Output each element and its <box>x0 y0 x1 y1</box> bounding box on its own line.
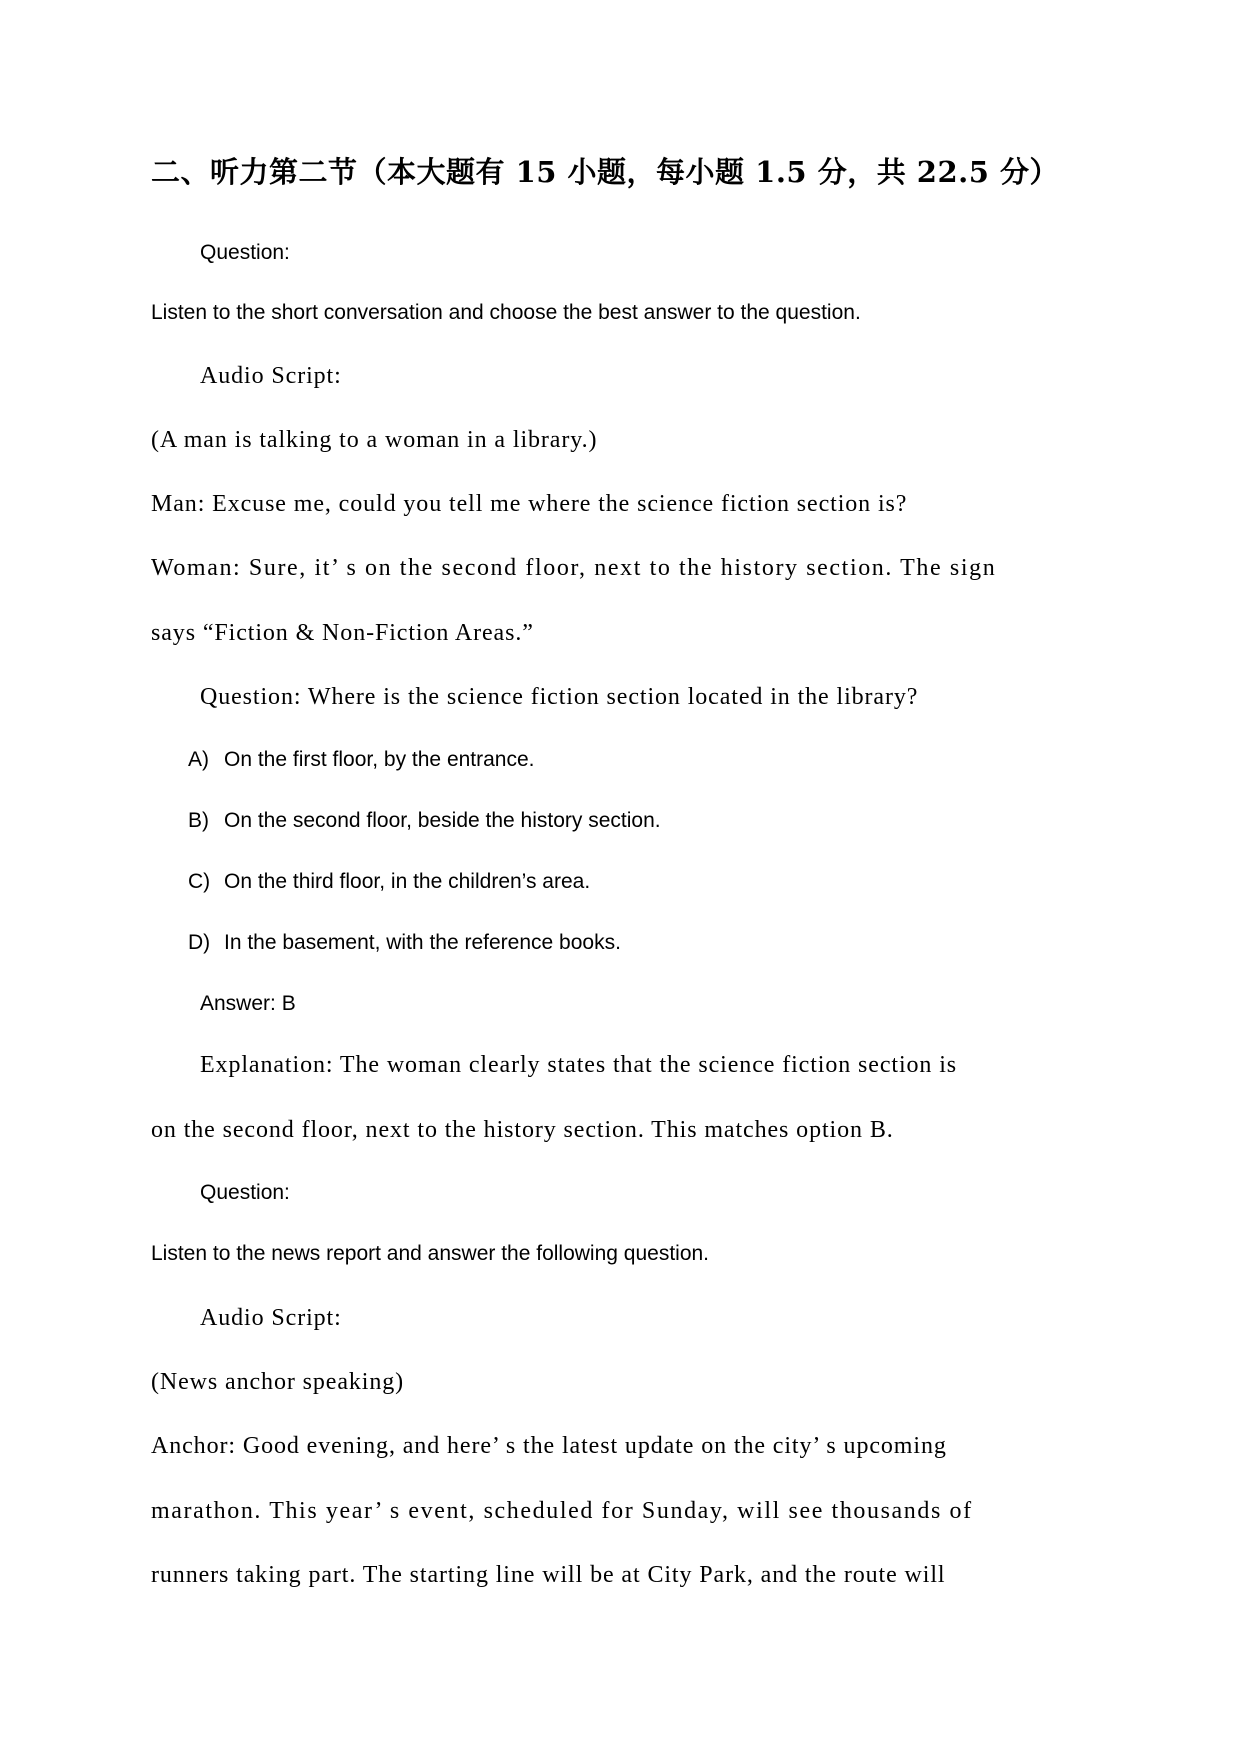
question-label: Question: <box>200 241 290 264</box>
dialogue-line-woman-cont: says “Fiction & Non-Fiction Areas.” <box>151 620 534 646</box>
answer-line: Answer: B <box>200 992 296 1015</box>
answer-option <box>188 871 590 892</box>
scene-description: (A man is talking to a woman in a library.) <box>151 427 598 453</box>
option-letter: B) <box>188 809 209 832</box>
question-instruction: Listen to the short conversation and choose the best answer to the question. <box>151 301 861 324</box>
option-letter: D) <box>188 931 211 954</box>
scene-description: (News anchor speaking) <box>151 1369 405 1395</box>
option-text: In the basement, with the reference books. <box>224 931 621 954</box>
answer-option <box>188 810 661 831</box>
explanation-text: Explanation: The woman clearly states that the science fiction section is <box>200 1052 958 1078</box>
option-text: On the second floor, beside the history section. <box>224 809 661 832</box>
audio-script-label: Audio Script: <box>200 1305 342 1331</box>
anchor-line: Anchor: Good evening, and here’ s the latest update on the city’ s upcoming <box>151 1433 947 1459</box>
dialogue-line-woman: Woman: Sure, it’ s on the second floor, next to the history section. The sign <box>151 555 997 581</box>
anchor-line-cont: marathon. This year’ s event, scheduled for Sunday, will see thousands of <box>151 1498 973 1524</box>
option-letter: C) <box>188 870 211 893</box>
option-text: On the first floor, by the entrance. <box>224 748 535 771</box>
answer-option <box>188 932 621 953</box>
dialogue-line-man: Man: Excuse me, could you tell me where the science fiction section is? <box>151 491 908 517</box>
section-heading: 二、听力第二节（本大题有 15 小题，每小题 1.5 分，共 22.5 分） <box>151 155 1060 189</box>
audio-script-label: Audio Script: <box>200 363 342 389</box>
option-text: On the third floor, in the children’s area. <box>224 870 591 893</box>
answer-option <box>188 749 535 770</box>
question-text: Question: Where is the science fiction section located in the library? <box>200 684 919 710</box>
question-instruction: Listen to the news report and answer the following question. <box>151 1242 710 1265</box>
explanation-text-cont: on the second floor, next to the history section. This matches option B. <box>151 1117 894 1143</box>
option-letter: A) <box>188 748 209 771</box>
question-label: Question: <box>200 1181 290 1204</box>
anchor-line-cont: runners taking part. The starting line will be at City Park, and the route will <box>151 1562 946 1588</box>
